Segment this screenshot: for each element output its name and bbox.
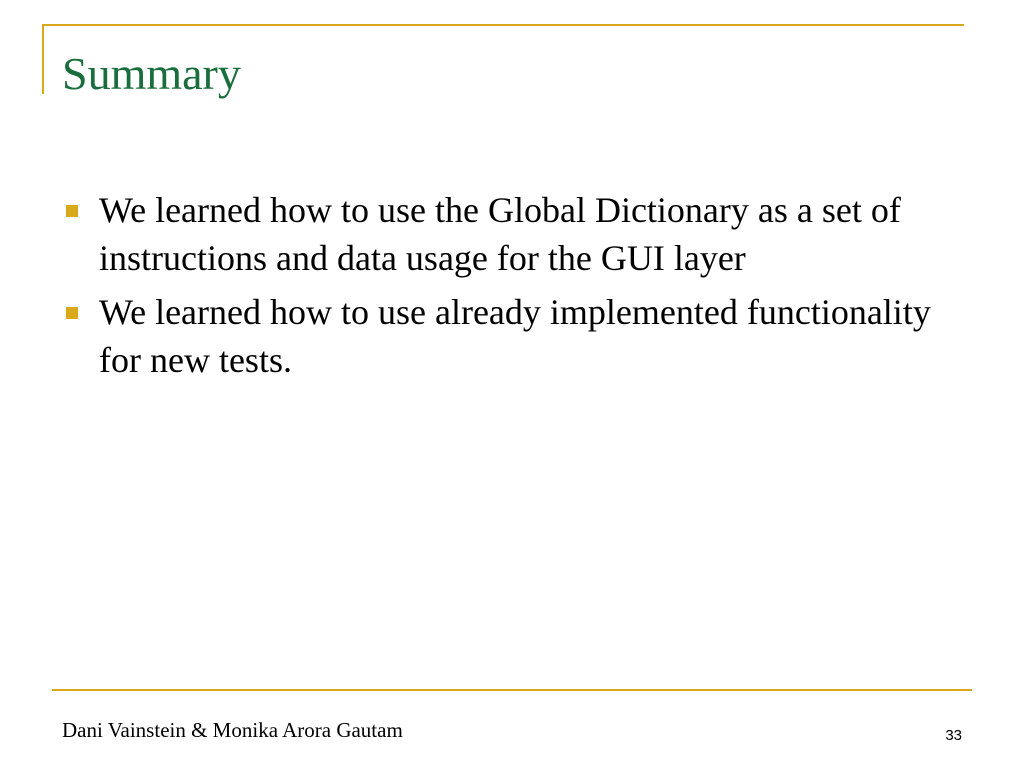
square-bullet-icon [66, 307, 78, 319]
footer-author: Dani Vainstein & Monika Arora Gautam [62, 718, 403, 742]
bullet-text: We learned how to use the Global Dictionary as a set of instructions and data usage for the GUI layer [99, 190, 901, 278]
bullet-item [62, 288, 962, 384]
left-decorative-rule [42, 24, 44, 94]
bullet-list [62, 186, 962, 390]
bullet-text: We learned how to use already implemented functionality for new tests. [99, 292, 931, 380]
bullet-item [62, 186, 962, 282]
footer-divider [52, 689, 972, 691]
slide-title: Summary [62, 48, 241, 99]
square-bullet-icon [66, 205, 78, 217]
top-decorative-rule [42, 24, 964, 26]
page-number: 33 [945, 727, 962, 744]
